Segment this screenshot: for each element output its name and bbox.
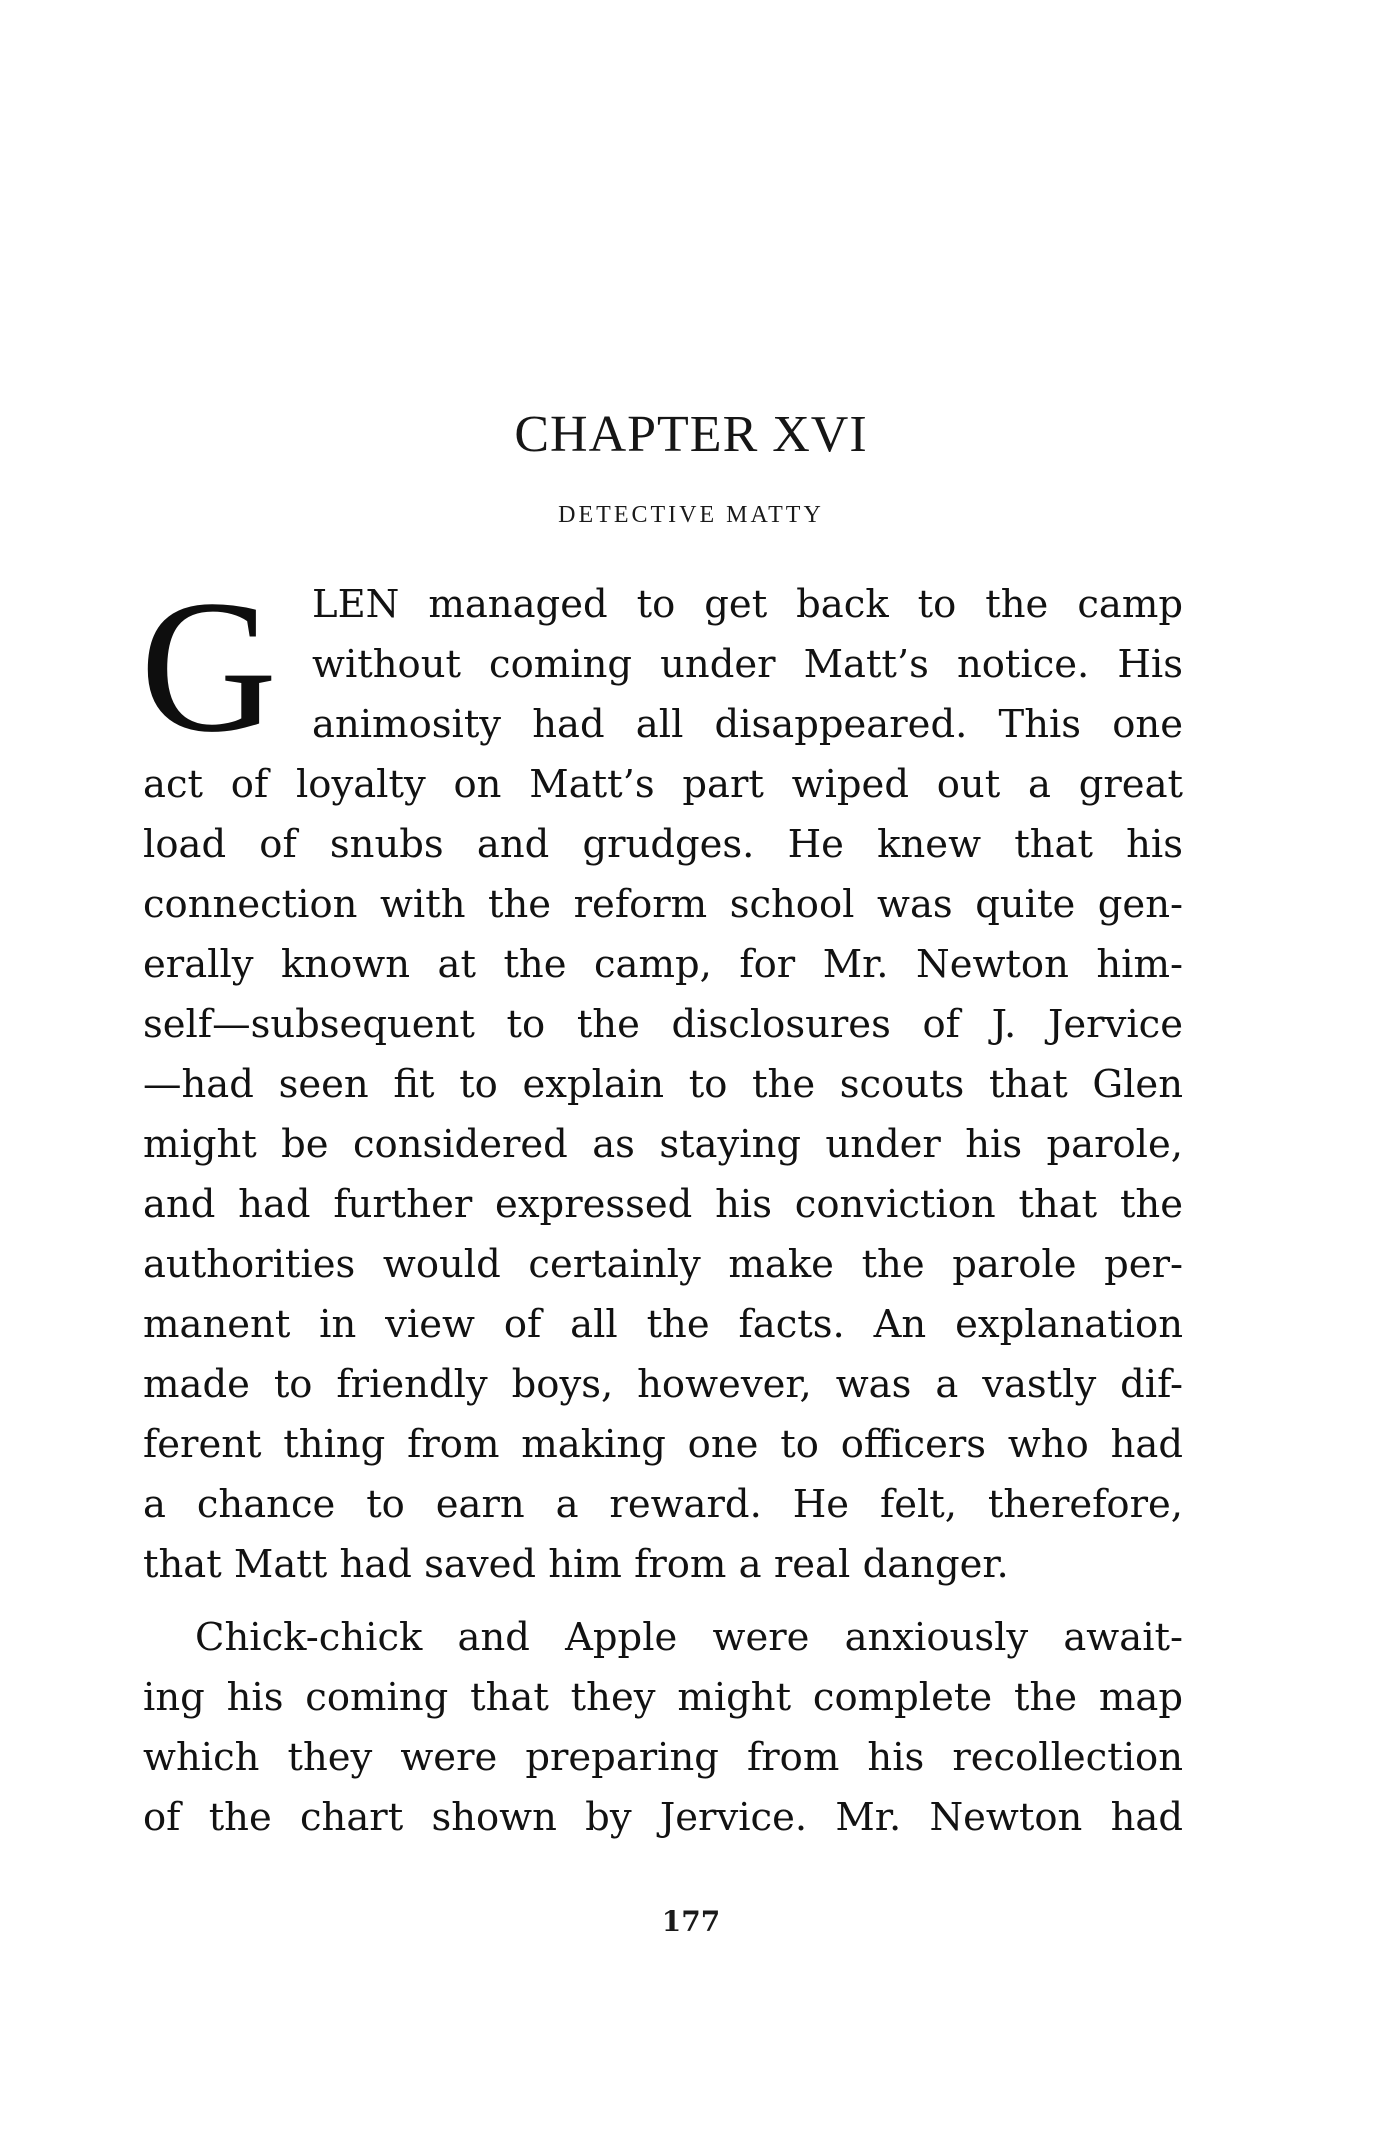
chapter-title: CHAPTER XVI <box>514 406 868 463</box>
text-line: load of snubs and grudges. He knew that his <box>143 822 1183 867</box>
page-number: 177 <box>661 1905 721 1938</box>
chapter-subtitle: DETECTIVE MATTY <box>558 502 824 528</box>
text-line: self—subsequent to the disclosures of J. Jervice <box>143 1002 1183 1047</box>
text-line: authorities would certainly make the parole per- <box>143 1242 1183 1287</box>
text-line: made to friendly boys, however, was a vastly dif- <box>143 1362 1183 1407</box>
text-line: act of loyalty on Matt’s part wiped out a great <box>143 762 1183 807</box>
text-line: animosity had all disappeared. This one <box>312 702 1183 747</box>
text-line: LEN managed to get back to the camp <box>312 582 1183 627</box>
drop-cap: G <box>140 562 278 772</box>
text-line: connection with the reform school was quite gen- <box>143 882 1183 927</box>
text-line: and had further expressed his conviction that the <box>143 1182 1183 1227</box>
text-line: ferent thing from making one to officers who had <box>143 1422 1183 1467</box>
text-line: which they were preparing from his recollection <box>143 1735 1183 1780</box>
text-line: of the chart shown by Jervice. Mr. Newton had <box>143 1795 1183 1840</box>
text-line: —had seen fit to explain to the scouts that Glen <box>143 1062 1183 1107</box>
text-line: that Matt had saved him from a real danger. <box>143 1542 1009 1587</box>
text-line: manent in view of all the facts. An explanation <box>143 1302 1183 1347</box>
text-line: without coming under Matt’s notice. His <box>312 642 1183 687</box>
text-line: a chance to earn a reward. He felt, therefore, <box>143 1482 1183 1527</box>
text-line: Chick-chick and Apple were anxiously await- <box>195 1615 1183 1660</box>
text-line: ing his coming that they might complete the map <box>143 1675 1183 1720</box>
text-line: might be considered as staying under his parole, <box>143 1122 1183 1167</box>
text-line: erally known at the camp, for Mr. Newton him- <box>143 942 1183 987</box>
